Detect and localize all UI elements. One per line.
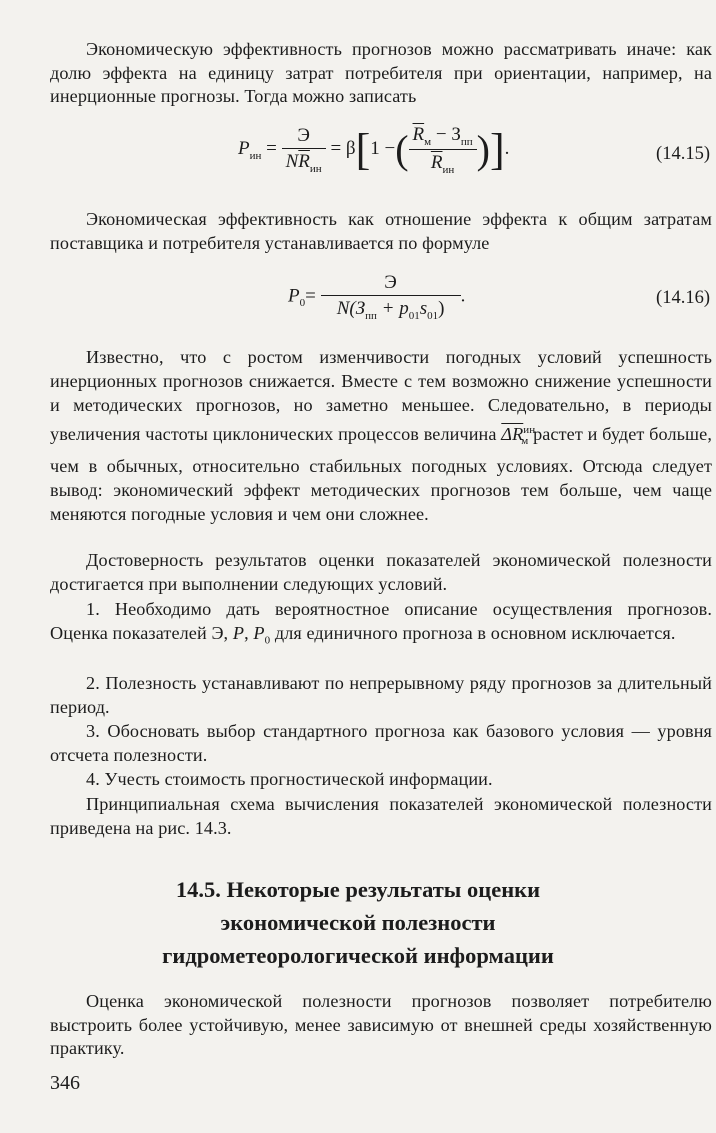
paragraph-forecast-success [50, 345, 712, 526]
den-a: N(З [336, 298, 366, 319]
formula-lhs-sub: 0 [299, 297, 306, 310]
formula-lhs: P [238, 138, 250, 160]
condition-4: 4. Учесть стоимость прогностической информации. [86, 769, 493, 789]
condition-2: 2. Полезность устанавливают по непрерывному ряду прогнозов за длительный период. [50, 673, 712, 717]
delta-r-sup: ин [523, 423, 536, 436]
paragraph-total-costs: Экономическая эффективность как отношение эффекта к общим затратам поставщика и потребителя устанавливается по формуле [50, 209, 712, 253]
formula-lhs-sub: ин [249, 149, 262, 162]
den-b: + p [376, 298, 409, 319]
formula-lhs: P [288, 285, 300, 307]
formula-end: . [460, 285, 466, 307]
condition-1 [50, 598, 712, 653]
formula-number: (14.16) [656, 288, 710, 308]
delta-r-sub: м [521, 435, 529, 448]
den-b-sub: 01 [408, 309, 420, 322]
formula-eq2: = [330, 138, 342, 160]
condition-1-text-b: для единичного прогноза в основном исключается. [270, 622, 676, 643]
formula-eq: = [305, 285, 316, 307]
symbol-sep: , [244, 622, 254, 643]
condition-1-text-a: 1. Необходимо дать вероятностное описание осуществления прогнозов. Оценка показателей Э, [50, 599, 712, 643]
formula-end: . [504, 138, 510, 160]
den-d: ) [438, 298, 445, 319]
symbol-p0-sub: 0 [264, 634, 271, 647]
den-r: $\overline{R}$ [298, 150, 310, 172]
paren-left: ( [395, 126, 409, 172]
symbol-p0: P [253, 622, 265, 643]
symbol-p: P [232, 622, 245, 643]
formula-fraction [321, 272, 461, 322]
inner-r: $\overline{R}$ [412, 124, 425, 145]
fraction-denominator [282, 149, 326, 175]
den-c: s [419, 298, 428, 319]
formula-number: (14.15) [656, 144, 710, 164]
fraction-numerator: Э [282, 125, 326, 149]
paragraph-intro-efficiency: Экономическую эффективность прогнозов можно рассматривать иначе: как долю эффекта на единицу затрат потребителя при ориентации, например, на инерционные прогнозы. Тогда можно записать [50, 39, 712, 106]
inner-z-sub: пп [460, 135, 473, 148]
inner-den-r-sub: ин [442, 163, 455, 176]
formula-14-16 [0, 270, 716, 334]
section-heading-line-2: экономической полезности [220, 910, 496, 935]
formula-fraction-2 [409, 124, 477, 176]
formula-beta: β [345, 138, 356, 160]
den-a-sub: пп [365, 309, 377, 322]
section-heading-line-1: 14.5. Некоторые результаты оценки [175, 877, 541, 902]
fraction-denominator [321, 296, 461, 322]
p3-text-b: растет и будет больше, чем в обычных, относительно стабильных погодных условиях. Отсюда следует вывод: экономический эффект методических прогнозов тем больше, чем чаще меняются погодные условия и чем они сложнее. [50, 423, 712, 524]
section-heading-line-3: гидрометеорологической информации [162, 943, 554, 968]
page-number: 346 [50, 1072, 80, 1094]
condition-3: 3. Обосновать выбор стандартного прогноза как базового условия — уровня отсчета полезности. [50, 721, 712, 765]
paragraph-economic-usefulness: Оценка экономической полезности прогнозов позволяет потребителю выстроить более устойчивую, менее зависимую от внешней среды хозяйственную практику. [50, 991, 712, 1058]
inner-denominator [409, 150, 477, 176]
den-c-sub: 01 [427, 309, 439, 322]
den-r-sub: ин [309, 162, 322, 175]
inner-numerator [409, 124, 477, 150]
bracket-right: ] [489, 124, 505, 174]
inner-den-r: $\overline{R}$ [430, 151, 443, 173]
fraction-numerator: Э [321, 272, 461, 296]
formula-14-15 [0, 120, 716, 196]
paragraph-reliability: Достоверность результатов оценки показателей экономической полезности достигается при выполнении следующих условий. [50, 550, 712, 594]
inner-r-sub: м [424, 135, 432, 148]
inner-minus-z: − З [431, 124, 461, 145]
paragraph-scheme-reference: Принципиальная схема вычисления показателей экономической полезности приведена на рис. 14.3. [50, 794, 712, 838]
formula-eq: = [266, 138, 277, 160]
p3-text-a: Известно, что с ростом изменчивости погодных условий успешность инерционных прогнозов снижается. Вместе с тем возможно снижение успешности и методических прогнозов, но заметно меньшее. Следовательно, в периоды увеличения частоты циклонических процессов величина [50, 347, 712, 444]
paren-right: ) [476, 126, 490, 172]
bracket-left: [ [355, 124, 371, 174]
formula-one-minus: 1 − [370, 138, 396, 160]
den-n: N [285, 150, 299, 172]
formula-fraction-1 [282, 125, 326, 175]
delta-r-symbol: $\overline{\Delta R}$ [501, 423, 524, 444]
section-heading [0, 873, 716, 972]
